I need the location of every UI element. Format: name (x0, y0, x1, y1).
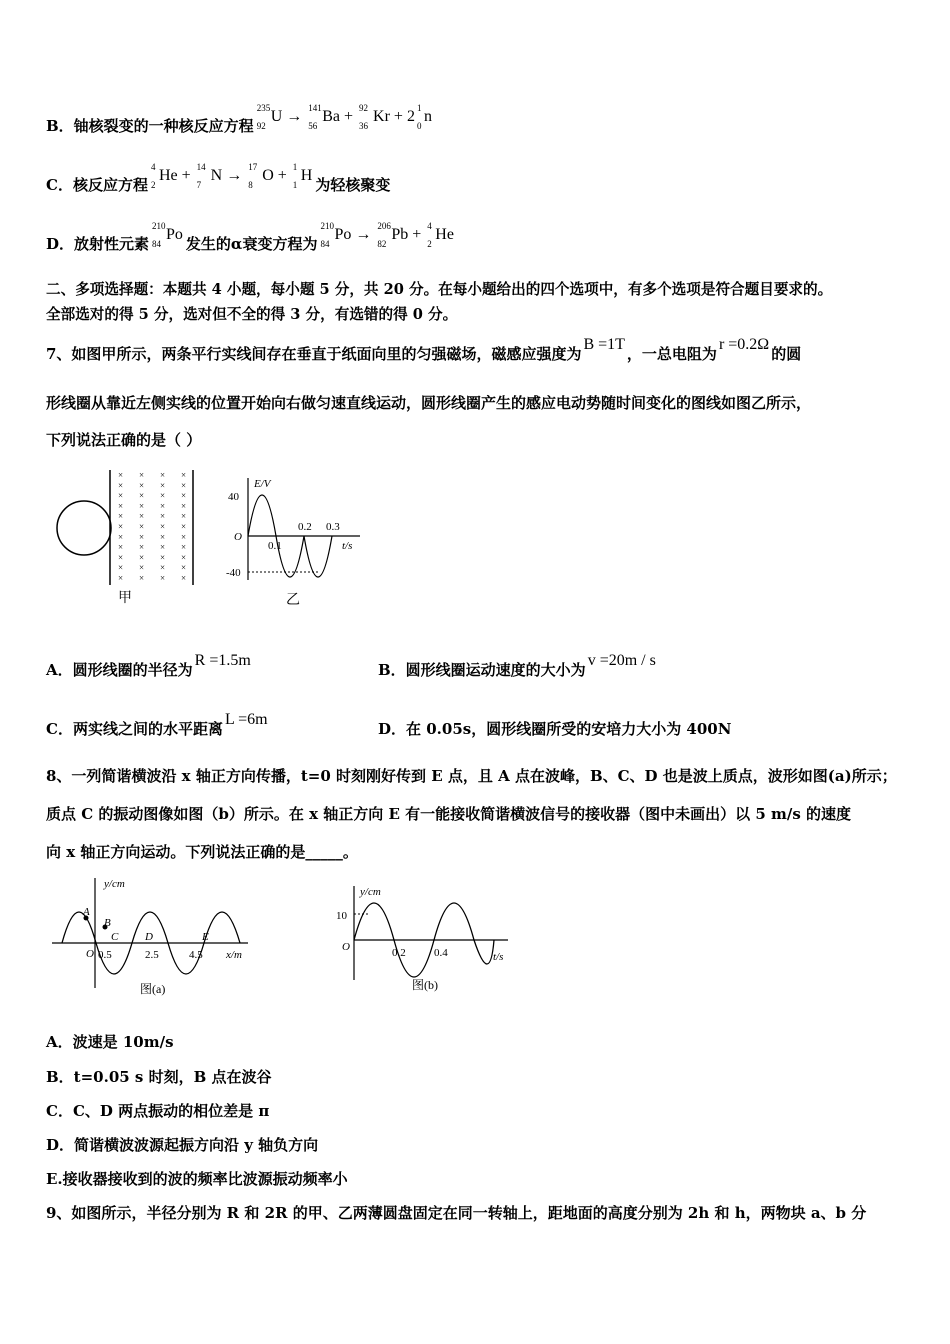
fission-equation: 235 92 U → 141 56 Ba + 92 36 Kr + 2 1 0 n (256, 103, 432, 131)
field-cross: × (160, 542, 166, 553)
q8-figure-a (48, 870, 258, 1000)
svg-text:0.2: 0.2 (392, 947, 406, 959)
field-cross: × (160, 521, 166, 532)
field-cross: × (139, 573, 145, 583)
field-cross: × (139, 490, 145, 501)
figure-a-caption: 图(a) (140, 982, 166, 996)
svg-text:2.5: 2.5 (145, 949, 159, 961)
coil-circle (57, 501, 111, 555)
b-field-value: B =1T (583, 336, 625, 353)
field-cross: × (118, 562, 124, 573)
field-cross: × (160, 470, 166, 480)
svg-text:E/V: E/V (254, 478, 271, 490)
field-cross: × (118, 573, 124, 583)
q7-option-c: C．两实线之间的水平距离L =6m (46, 711, 268, 738)
alpha-decay-equation: 210 84 Po → 206 82 Pb + 4 2 He (320, 221, 454, 249)
svg-text:O: O (234, 531, 242, 543)
figure-jia-label: 甲 (118, 591, 132, 606)
field-cross: × (181, 562, 187, 573)
q7-option-a: A．圆形线圈的半径为R =1.5m (46, 652, 251, 679)
field-cross: × (181, 521, 187, 532)
svg-text:C: C (111, 931, 119, 943)
field-cross: × (181, 470, 187, 480)
q8-figure-b (330, 878, 515, 998)
resistance-value: r =0.2Ω (718, 336, 770, 353)
q8-option-e: E.接收器接收到的波的频率比波源振动频率小 (46, 1170, 348, 1188)
q8-option-d: D．简谐横波波源起振方向沿 y 轴负方向 (46, 1136, 319, 1154)
field-cross: × (160, 490, 166, 501)
polonium-symbol: 210 84 Po (152, 221, 183, 249)
q9-stem-line1: 9、如图所示，半径分别为 R 和 2R 的甲、乙两薄圆盘固定在同一转轴上，距地面的高度分别为 2h 和 h，两物块 a、b 分 (46, 1204, 867, 1222)
field-cross: × (160, 500, 166, 511)
field-cross: × (139, 521, 145, 532)
svg-text:40: 40 (228, 491, 239, 503)
svg-text:-40: -40 (226, 567, 241, 579)
svg-text:O: O (86, 948, 94, 960)
field-cross: × (160, 562, 166, 573)
field-cross: × (181, 490, 187, 501)
emf-second-pulse (304, 536, 332, 577)
q7-stem-line1: 7、如图甲所示，两条平行实线间存在垂直于纸面向里的匀强磁场，磁感应强度为B =1T，一总电阻为r =0.2Ω的圆 (46, 336, 802, 363)
svg-text:0.2: 0.2 (298, 521, 312, 533)
svg-text:B: B (104, 917, 111, 929)
field-cross: × (139, 511, 145, 522)
field-cross: × (160, 552, 166, 563)
svg-text:t/s: t/s (493, 951, 504, 963)
svg-text:0.1: 0.1 (268, 540, 282, 552)
q8-option-b: B．t=0.05 s 时刻，B 点在波谷 (46, 1068, 272, 1086)
field-cross: × (181, 511, 187, 522)
q7-stem-line3: 下列说法正确的是（ ） (46, 431, 202, 449)
field-cross: × (118, 470, 124, 480)
field-cross: × (139, 500, 145, 511)
field-cross: × (181, 531, 187, 542)
q7-figure-jia (50, 465, 210, 610)
q7-option-d: D．在 0.05s，圆形线圈所受的安培力大小为 400N (378, 720, 732, 738)
svg-text:y/cm: y/cm (360, 886, 381, 898)
field-cross: × (118, 531, 124, 542)
svg-text:D: D (145, 931, 153, 943)
figure-b-caption: 图(b) (412, 978, 438, 992)
q8-stem-line2: 质点 C 的振动图像如图（b）所示。在 x 轴正方向 E 有一能接收简谐横波信号的接收器（图中未画出）以 5 m/s 的速度 (46, 805, 852, 823)
svg-text:t/s: t/s (342, 540, 353, 552)
field-cross: × (118, 490, 124, 501)
field-cross: × (160, 573, 166, 583)
svg-text:0.3: 0.3 (326, 521, 340, 533)
field-cross: × (181, 500, 187, 511)
fusion-equation: 4 2 He + 14 7 N → 17 8 O + 1 1 H (150, 162, 313, 190)
q6-option-d: D．放射性元素 210 84 Po发生的α衰变方程为 210 84 Po → 206 82 Pb + 4 2 He (46, 221, 454, 253)
figure-yi-label: 乙 (286, 593, 300, 608)
field-cross: × (118, 552, 124, 563)
q8-stem-line3: 向 x 轴正方向运动。下列说法正确的是_____。 (46, 843, 358, 861)
field-cross: × (181, 542, 187, 553)
field-cross: × (139, 470, 145, 480)
field-cross: × (139, 542, 145, 553)
field-cross: × (160, 480, 166, 491)
q8-option-c: C．C、D 两点振动的相位差是 π (46, 1102, 270, 1120)
field-cross: × (118, 542, 124, 553)
q6-option-b: B．铀核裂变的一种核反应方程 235 92 U → 141 56 Ba + 92 36 Kr + 2 1 0 n (46, 103, 432, 135)
svg-text:10: 10 (336, 910, 347, 922)
field-cross: × (118, 521, 124, 532)
svg-text:0.5: 0.5 (98, 949, 112, 961)
field-cross: × (139, 552, 145, 563)
svg-text:O: O (342, 941, 350, 953)
q8-stem-line1: 8、一列简谐横波沿 x 轴正方向传播，t=0 时刻刚好传到 E 点，且 A 点在波峰，B、C、D 也是波上质点，波形如图(a)所示； (46, 767, 897, 785)
field-cross: × (160, 511, 166, 522)
svg-text:0.4: 0.4 (434, 947, 448, 959)
section-heading-line2: 全部选对的得 5 分，选对但不全的得 3 分，有选错的得 0 分。 (46, 306, 458, 323)
q7-stem-line2: 形线圈从靠近左侧实线的位置开始向右做匀速直线运动，圆形线圈产生的感应电动势随时间变化的图线如图乙所示， (46, 394, 812, 412)
svg-text:x/m: x/m (226, 949, 242, 961)
field-cross: × (118, 511, 124, 522)
field-cross: × (181, 552, 187, 563)
field-cross: × (181, 573, 187, 583)
field-cross: × (139, 531, 145, 542)
svg-text:4.5: 4.5 (189, 949, 203, 961)
svg-text:E: E (202, 931, 209, 943)
field-cross: × (118, 480, 124, 491)
magnetic-field-crosses (118, 470, 186, 583)
q7-figure-yi (222, 470, 367, 610)
q7-option-b: B．圆形线圈运动速度的大小为v =20m / s (378, 652, 656, 679)
field-cross: × (139, 562, 145, 573)
q6-option-c: C．核反应方程 4 2 He + 14 7 N → 17 8 O + 1 1 H为轻核聚变 (46, 162, 391, 194)
svg-text:A: A (83, 906, 90, 918)
q8-option-a: A．波速是 10m/s (46, 1033, 174, 1051)
field-cross: × (118, 500, 124, 511)
section-heading-line1: 二、多项选择题：本题共 4 小题，每小题 5 分，共 20 分。在每小题给出的四个选项中，有多个选项是符合题目要求的。 (46, 281, 833, 298)
field-cross: × (160, 531, 166, 542)
field-cross: × (139, 480, 145, 491)
svg-text:y/cm: y/cm (104, 878, 125, 890)
field-cross: × (181, 480, 187, 491)
